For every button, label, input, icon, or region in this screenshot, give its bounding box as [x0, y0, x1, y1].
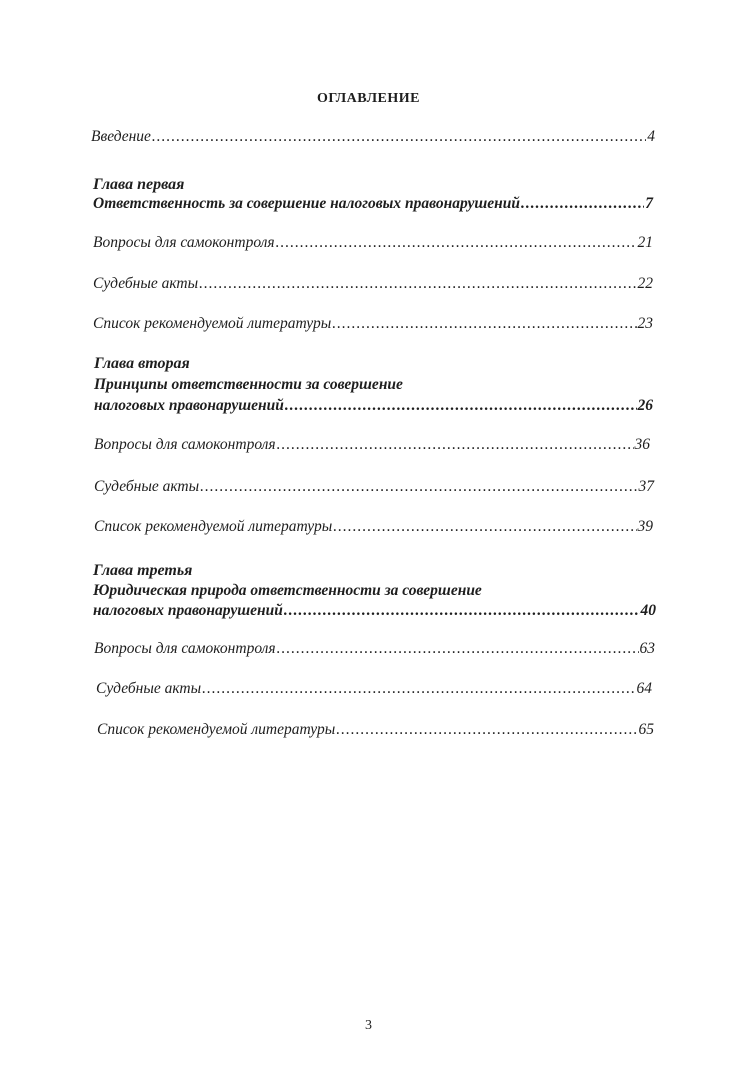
- toc-entry-intro[interactable]: [91, 128, 655, 146]
- toc-entry-text: Судебные акты: [94, 478, 200, 495]
- toc-entry-literature[interactable]: [93, 315, 653, 333]
- toc-entry-text: Судебные акты: [93, 275, 199, 292]
- toc-entry-page: 39: [637, 518, 653, 535]
- toc-entry-self-check[interactable]: [94, 436, 650, 454]
- dot-leader: [277, 436, 634, 454]
- chapter-2-heading: Глава вторая: [94, 355, 190, 372]
- dot-leader: [284, 602, 640, 620]
- toc-entry-text: Вопросы для самоконтроля: [93, 234, 275, 251]
- chapter-page: 7: [645, 195, 653, 212]
- page-number: 3: [365, 1018, 372, 1033]
- dot-leader: [333, 518, 636, 536]
- toc-entry-text: Введение: [91, 128, 151, 145]
- toc-entry-page: 63: [639, 640, 655, 657]
- toc-entry-court-acts[interactable]: [94, 478, 654, 496]
- chapter-3-heading: Глава третья: [93, 562, 193, 579]
- toc-entry-text: Список рекомендуемой литературы: [97, 721, 336, 738]
- toc-entry-text: Вопросы для самоконтроля: [94, 640, 276, 657]
- dot-leader: [200, 478, 637, 496]
- toc-entry-literature[interactable]: [94, 518, 653, 536]
- chapter-2-title[interactable]: [94, 397, 653, 415]
- toc-entry-page: 65: [638, 721, 654, 738]
- dot-leader: [152, 128, 646, 146]
- dot-leader: [285, 397, 637, 415]
- chapter-page: 40: [640, 602, 656, 619]
- toc-entry-text: Судебные акты: [96, 680, 202, 697]
- dot-leader: [277, 640, 639, 658]
- chapter-3-title[interactable]: [93, 602, 656, 620]
- toc-entry-page: 36: [634, 436, 650, 453]
- toc-entry-text: Список рекомендуемой литературы: [93, 315, 332, 332]
- dot-leader: [199, 275, 636, 293]
- chapter-title-text: Ответственность за совершение налоговых правонарушений: [93, 195, 521, 212]
- toc-entry-page: 21: [637, 234, 653, 251]
- dot-leader: [336, 721, 637, 739]
- dot-leader: [521, 195, 644, 213]
- toc-entry-page: 37: [638, 478, 654, 495]
- toc-entry-page: 23: [637, 315, 653, 332]
- toc-entry-page: 4: [647, 128, 655, 145]
- chapter-title-text: налоговых правонарушений: [94, 397, 284, 414]
- dot-leader: [332, 315, 636, 333]
- chapter-title-text: налоговых правонарушений: [93, 602, 283, 619]
- dot-leader: [202, 680, 635, 698]
- chapter-page: 26: [637, 397, 653, 414]
- chapter-1-heading: Глава первая: [93, 176, 185, 193]
- toc-entry-page: 64: [636, 680, 652, 697]
- chapter-2-title-line: Принципы ответственности за совершение: [94, 376, 403, 393]
- chapter-1-title[interactable]: [93, 195, 653, 213]
- chapter-3-title-line: Юридическая природа ответственности за совершение: [93, 582, 482, 599]
- toc-entry-self-check[interactable]: [94, 640, 655, 658]
- toc-entry-court-acts[interactable]: [93, 275, 653, 293]
- toc-entry-literature[interactable]: [97, 721, 654, 739]
- dot-leader: [276, 234, 637, 252]
- toc-entry-self-check[interactable]: [93, 234, 653, 252]
- toc-entry-text: Вопросы для самоконтроля: [94, 436, 276, 453]
- toc-entry-page: 22: [637, 275, 653, 292]
- toc-entry-text: Список рекомендуемой литературы: [94, 518, 333, 535]
- toc-title: ОГЛАВЛЕНИЕ: [317, 91, 420, 106]
- toc-entry-court-acts[interactable]: [96, 680, 652, 698]
